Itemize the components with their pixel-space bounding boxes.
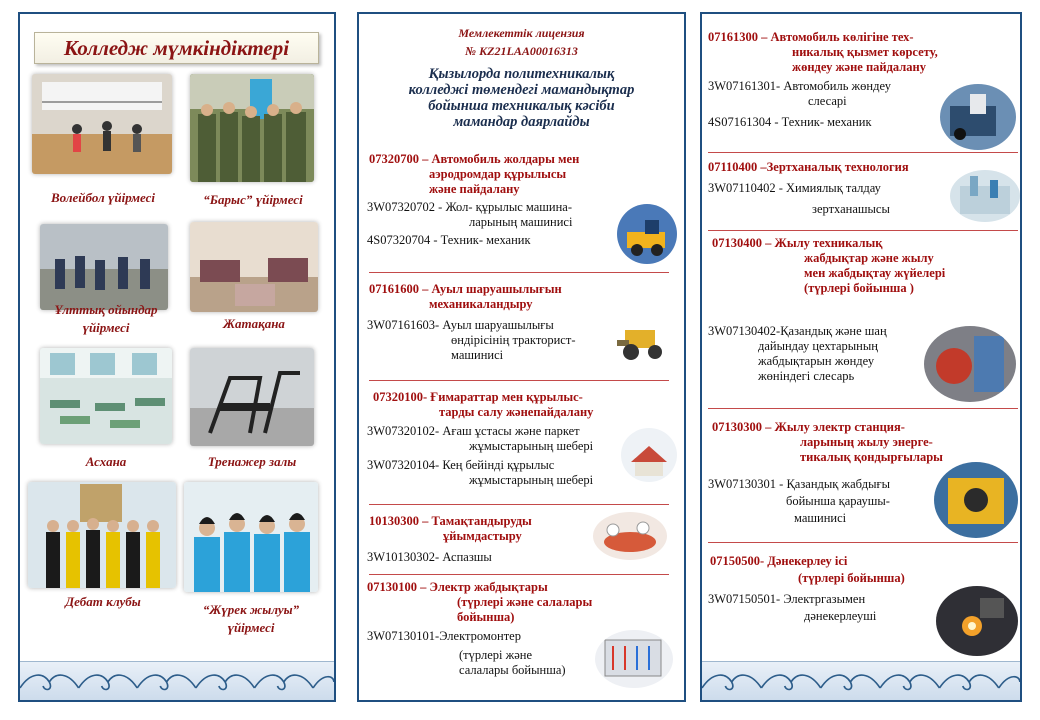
specialty-heading-line: механикаландыру xyxy=(429,297,533,311)
qualification-item-cont: жөніндегі слесарь xyxy=(758,369,855,383)
ornament-footer xyxy=(20,661,334,700)
section-divider xyxy=(708,152,1018,153)
qualification-item-cont: жұмыстарының шебері xyxy=(469,473,594,487)
qualification-item: 3W07320104- Кең бейінді құрылыс xyxy=(367,458,555,472)
qualification-item: 3W07130301 - Қазандық жабдығы xyxy=(708,477,890,491)
section-divider xyxy=(369,380,669,381)
qualification-item-cont: жұмыстарының шебері xyxy=(469,439,594,453)
specialty-heading-line: тарды салу жәнепайдалану xyxy=(439,405,594,419)
heart-warmth-photo xyxy=(184,482,318,592)
qualification-item-cont: салалары бойынша) xyxy=(459,663,566,677)
license-number: № KZ21LAA00016313 xyxy=(465,44,578,58)
qualification-item: 3W07130101-Электромонтер xyxy=(367,629,521,643)
specialty-heading-line: жөндеу және пайдалану xyxy=(792,60,926,74)
barys-club-photo xyxy=(190,74,314,182)
right-panel xyxy=(700,12,1022,702)
qualification-item: 3W07161301- Автомобиль жөндеу xyxy=(708,79,891,93)
specialty-heading-line: бойынша) xyxy=(457,610,515,624)
specialty-heading-line: ларының жылу энерге- xyxy=(800,435,933,449)
qualification-item-cont: өндірісінің тракторист- xyxy=(451,333,576,347)
qualification-item: 3W07110402 - Химиялық талдау xyxy=(708,181,881,195)
caption-heart-warmth: “Жүрек жылуы” xyxy=(202,602,300,617)
construction-icon xyxy=(621,428,677,482)
boiler-repair-icon xyxy=(924,326,1016,402)
qualification-item-cont: машинисі xyxy=(794,511,847,525)
qualification-item-cont: дәнекерлеуші xyxy=(804,609,877,623)
tractor-icon xyxy=(611,318,671,362)
left-panel xyxy=(18,12,336,702)
caption-national-games: Ұлттық ойындар xyxy=(54,302,158,317)
specialty-heading: 07130400 – Жылу техникалық xyxy=(712,236,883,250)
qualification-item: 3W10130302- Аспазшы xyxy=(367,550,492,564)
specialty-heading-line: (түрлері және салалары xyxy=(457,595,593,609)
qualification-item-cont: дайындау цехтарының xyxy=(758,339,878,353)
caption-barys: “Барыс” үйірмесі xyxy=(203,192,303,207)
caption-dormitory: Жатақана xyxy=(223,316,285,331)
canteen-photo xyxy=(40,348,172,444)
main-title-line: бойынша техникалық кәсіби xyxy=(428,98,615,114)
ornament-footer xyxy=(702,661,1020,700)
qualification-item-cont: слесарі xyxy=(808,94,847,108)
section-divider xyxy=(369,504,669,505)
main-title-line: мамандар даярлайды xyxy=(453,114,590,130)
caption-canteen: Асхана xyxy=(85,454,127,469)
qualification-item: 3W07320102- Ағаш ұстасы және паркет xyxy=(367,424,580,438)
specialty-heading: 07320100- Ғимараттар мен құрылыс- xyxy=(373,390,583,404)
qualification-item: 4S07161304 - Техник- механик xyxy=(708,115,872,129)
ornament-pattern xyxy=(702,668,1020,694)
specialty-heading-line: жабдықтар және жылу xyxy=(804,251,934,265)
qualification-item: 4S07320704 - Техник- механик xyxy=(367,233,531,247)
section-divider xyxy=(708,542,1018,543)
qualification-item-cont: ларының машинисі xyxy=(469,215,573,229)
specialty-heading-line: және пайдалану xyxy=(429,182,520,196)
qualification-item: 3W07320702 - Жол- құрылыс машина- xyxy=(367,200,573,214)
section-divider xyxy=(708,230,1018,231)
specialty-heading: 10130300 – Тамақтандыруды xyxy=(369,514,532,528)
road-machinery-icon xyxy=(617,204,677,264)
specialty-heading-line: мен жабдықтау жүйелері xyxy=(804,266,946,280)
specialty-heading: 07110400 –Зертханалық технология xyxy=(708,160,909,174)
main-title-line: Қызылорда политехникалық xyxy=(428,66,615,82)
welding-icon xyxy=(936,586,1018,656)
main-title xyxy=(369,66,674,130)
specialty-heading: 07161600 – Ауыл шаруашылығын xyxy=(369,282,562,296)
specialty-heading: 07150500- Дәнекерлеу ісі xyxy=(710,554,848,568)
volleyball-photo xyxy=(32,74,172,174)
qualification-item: 3W07130402-Қазандық және шаң xyxy=(708,324,887,338)
national-games-photo xyxy=(40,224,168,310)
car-repair-icon xyxy=(940,84,1016,150)
caption-debate: Дебат клубы xyxy=(65,594,141,609)
specialty-heading: 07320700 – Автомобиль жолдары мен xyxy=(369,152,580,166)
specialty-heading-line: ұйымдастыру xyxy=(443,529,522,543)
section-divider xyxy=(708,408,1018,409)
section-divider xyxy=(369,574,669,575)
qualification-item-cont: зертханашысы xyxy=(812,202,890,216)
panel-title: Колледж мүмкіндіктері xyxy=(63,36,290,60)
specialty-heading-line: аэродромдар құрылысы xyxy=(429,167,567,181)
main-title-line: колледжі төмендегі мамандықтар xyxy=(408,82,635,98)
gym-photo xyxy=(190,348,314,446)
specialty-heading-line: тикалық қондырғылары xyxy=(800,450,943,464)
electrician-icon xyxy=(595,630,673,688)
license-label: Мемлекеттік лицензия xyxy=(458,26,585,40)
dormitory-photo xyxy=(190,222,318,312)
laboratory-icon xyxy=(950,170,1020,222)
specialty-heading-line: (түрлері бойынша) xyxy=(798,571,905,585)
qualification-item: 3W07150501- Электргазымен xyxy=(708,592,866,606)
caption-gym: Тренажер залы xyxy=(207,454,297,469)
qualification-item-cont: бойынша қараушы- xyxy=(786,494,890,508)
debate-club-photo xyxy=(28,482,176,588)
ornament-pattern xyxy=(20,668,334,694)
specialty-heading: 07130300 – Жылу электр станция- xyxy=(712,420,905,434)
caption-national-games-2: үйірмесі xyxy=(82,320,130,335)
middle-panel xyxy=(357,12,686,702)
specialty-heading: 07130100 – Электр жабдықтары xyxy=(367,580,548,594)
title-banner xyxy=(34,32,319,64)
section-divider xyxy=(369,272,669,273)
specialty-heading-line: никалық қызмет көрсету, xyxy=(792,45,938,59)
qualification-item-cont: машинисі xyxy=(451,348,504,362)
qualification-item-cont: жабдықтарын жөндеу xyxy=(758,354,875,368)
power-station-icon xyxy=(934,462,1018,538)
qualification-item-cont: (түрлері және xyxy=(459,648,533,662)
qualification-item: 3W07161603- Ауыл шаруашылығы xyxy=(367,318,554,332)
caption-volleyball: Волейбол үйірмесі xyxy=(50,190,155,205)
caption-heart-warmth-2: үйірмесі xyxy=(227,620,275,635)
specialty-heading: 07161300 – Автомобиль көлігіне тех- xyxy=(708,30,914,44)
specialty-heading-line: (түрлері бойынша ) xyxy=(804,281,914,295)
cooking-icon xyxy=(593,512,667,560)
